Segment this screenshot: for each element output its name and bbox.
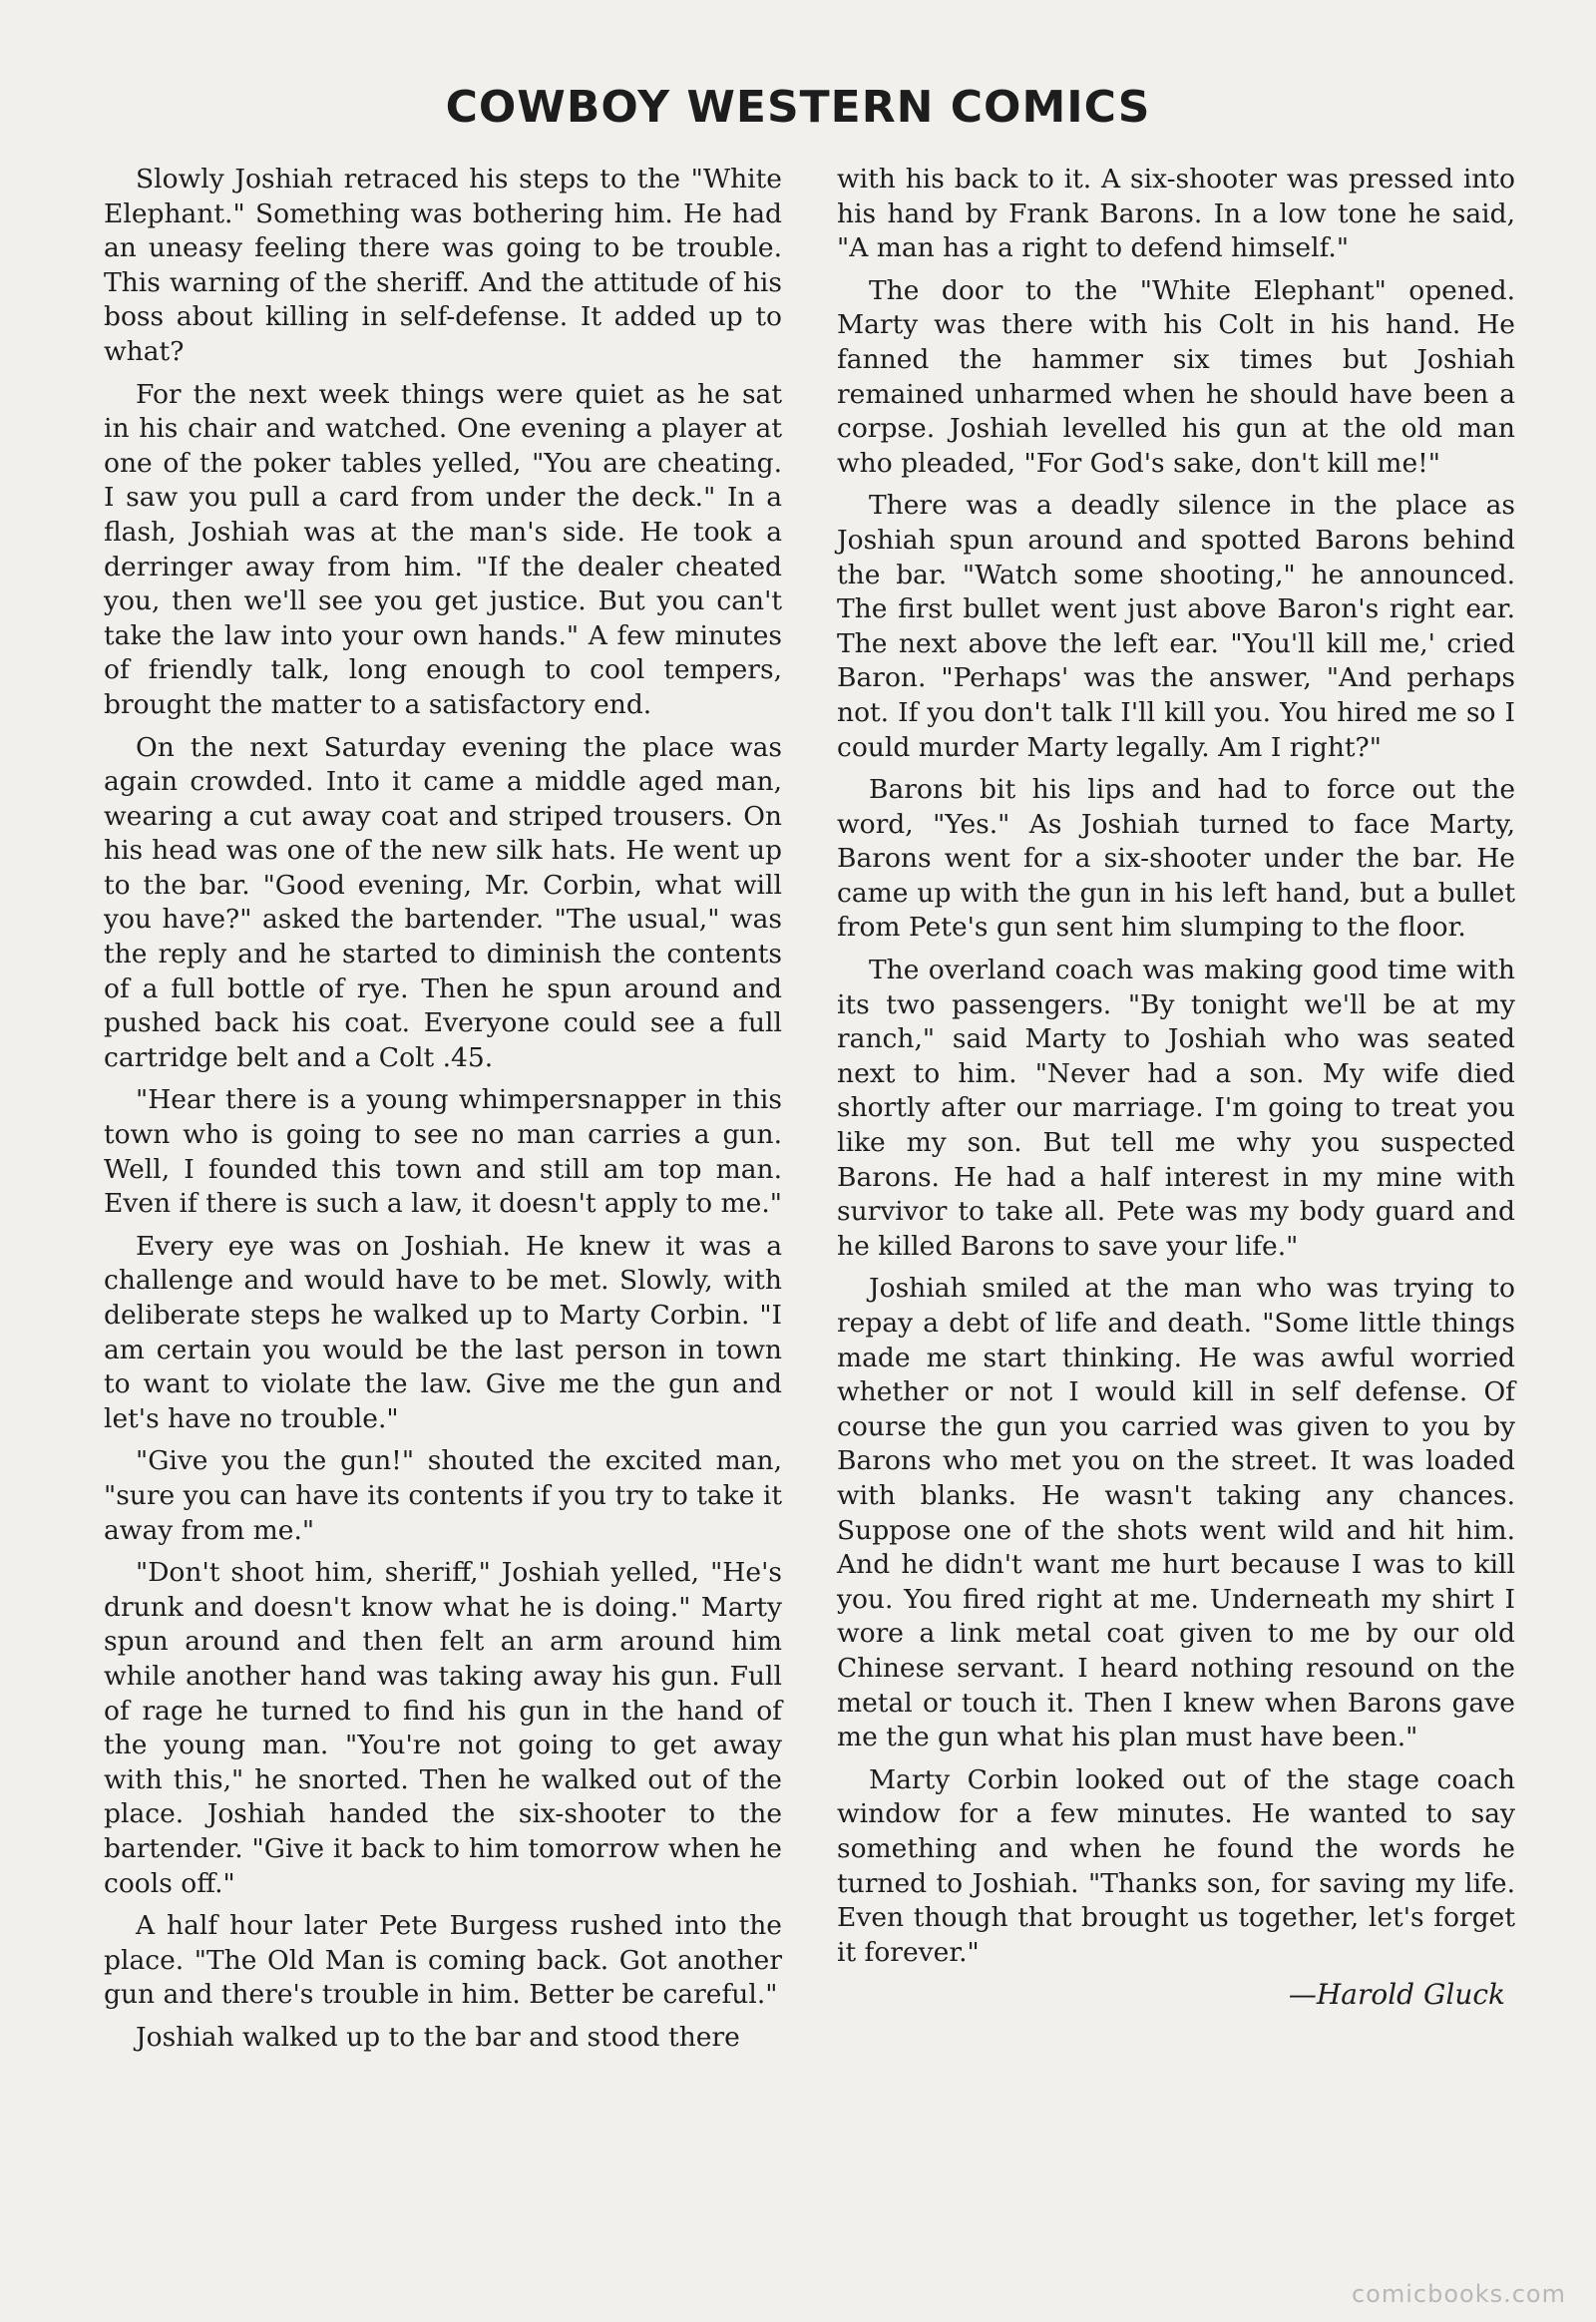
paragraph: Joshiah walked up to the bar and stood there <box>136 2021 740 2053</box>
paragraph: Marty Corbin looked out of the stage coach window for a few minutes. He wanted to say something and when he found the words he turned to Joshiah. "Thanks son, for saving my life. Even though that brought us together, let's forget it forever." <box>837 1763 1515 1968</box>
right-column <box>837 163 1515 2013</box>
paragraph: Joshiah smiled at the man who was trying to repay a debt of life and death. "Some little things made me start thinking. He was awful worried whether or not I would kill in self defense. Of course the gun you carried was given to you by Barons who met you on the street. It was loaded with blanks. He wasn't taking any chances. Suppose one of the shots went wild and hit him. And he didn't want me hurt because I was to kill you. You fired right at me. Underneath my shirt I wore a link metal coat given to me by our old Chinese servant. I heard nothing resound on the metal or touch it. Then I knew when Barons gave me the gun what his plan must have been." <box>837 1273 1515 1753</box>
paragraph: Barons bit his lips and had to force out the word, "Yes." As Joshiah turned to face Marty, Barons went for a six-shooter under the bar. He came up with the gun in his left hand, but a bullet from Pete's gun sent him slumping to the floor. <box>837 774 1515 944</box>
paragraph: There was a deadly silence in the place as Joshiah spun around and spotted Barons behind the bar. "Watch some shooting," he announced. The first bullet went just above Baron's right ear. The next above the left ear. "You'll kill me,' cried Baron. "Perhaps' was the answer, "And perhaps not. If you don't talk I'll kill you. You hired me so I could murder Marty legally. Am I right?" <box>837 490 1515 763</box>
paragraph: "Hear there is a young whimpersnapper in this town who is going to see no man carries a gun. Well, I founded this town and still am top man. Even if there is such a law, it doesn't apply to me." <box>104 1084 782 1220</box>
paragraph: "Give you the gun!" shouted the excited man, "sure you can have its contents if you try to take it away from me." <box>104 1445 782 1546</box>
author-byline: —Harold Gluck <box>1288 1978 1505 2012</box>
paragraph: The overland coach was making good time with its two passengers. "By tonight we'll be at my ranch," said Marty to Joshiah who was seated next to him. "Never had a son. My wife died shortly after our marriage. I'm going to treat you like my son. But tell me why you suspected Barons. He had a half interest in my mine with survivor to take all. Pete was my body guard and he killed Barons to save your life." <box>837 955 1515 1262</box>
paragraph: with his back to it. A six-shooter was pressed into his hand by Frank Barons. In a low tone he said, "A man has a right to defend himself." <box>837 164 1515 264</box>
paragraph: The door to the "White Elephant" opened. Marty was there with his Colt in his hand. He fanned the hammer six times but Joshiah remained unharmed when he should have been a corpse. Joshiah levelled his gun at the old man who pleaded, "For God's sake, don't kill me!" <box>837 274 1515 479</box>
paragraph: "Don't shoot him, sheriff," Joshiah yelled, "He's drunk and doesn't know what he is doing." Marty spun around and then felt an arm around him while another hand was taking away his gun. Full of rage he turned to find his gun in the hand of the young man. "You're not going to get away with this," he snorted. Then he walked out of the place. Joshiah handed the six-shooter to the bartender. "Give it back to him tomorrow when he cools off." <box>104 1557 782 1899</box>
page-title: COWBOY WESTERN COMICS <box>445 82 1151 133</box>
paragraph: For the next week things were quiet as he sat in his chair and watched. One evening a player at one of the poker tables yelled, "You are cheating. I saw you pull a card from under the deck." In a flash, Joshiah was at the man's side. He took a derringer away from him. "If the dealer cheated you, then we'll see you get justice. But you can't take the law into your own hands." A few minutes of friendly talk, long enough to cool tempers, brought the matter to a satisfactory end. <box>104 378 782 720</box>
paragraph: Slowly Joshiah retraced his steps to the "White Elephant." Something was bothering him. He had an uneasy feeling there was going to be trouble. This warning of the sheriff. And the attitude of his boss about killing in self-defense. It added up to what? <box>104 164 782 367</box>
watermark: comicbooks.com <box>1351 2280 1566 2308</box>
paragraph: Every eye was on Joshiah. He knew it was a challenge and would have to be met. Slowly, with deliberate steps he walked up to Marty Corbin. "I am certain you would be the last person in town to want to violate the law. Give me the gun and let's have no trouble." <box>104 1230 782 1434</box>
left-column <box>104 163 782 2063</box>
paragraph: On the next Saturday evening the place was again crowded. Into it came a middle aged man, wearing a cut away coat and striped trousers. On his head was one of the new silk hats. He went up to the bar. "Good evening, Mr. Corbin, what will you have?" asked the bartender. "The usual," was the reply and he started to diminish the contents of a full bottle of rye. Then he spun around and pushed back his coat. Everyone could see a full cartridge belt and a Colt .45. <box>104 731 782 1073</box>
paragraph: A half hour later Pete Burgess rushed into the place. "The Old Man is coming back. Got another gun and there's trouble in him. Better be careful." <box>104 1910 782 2011</box>
